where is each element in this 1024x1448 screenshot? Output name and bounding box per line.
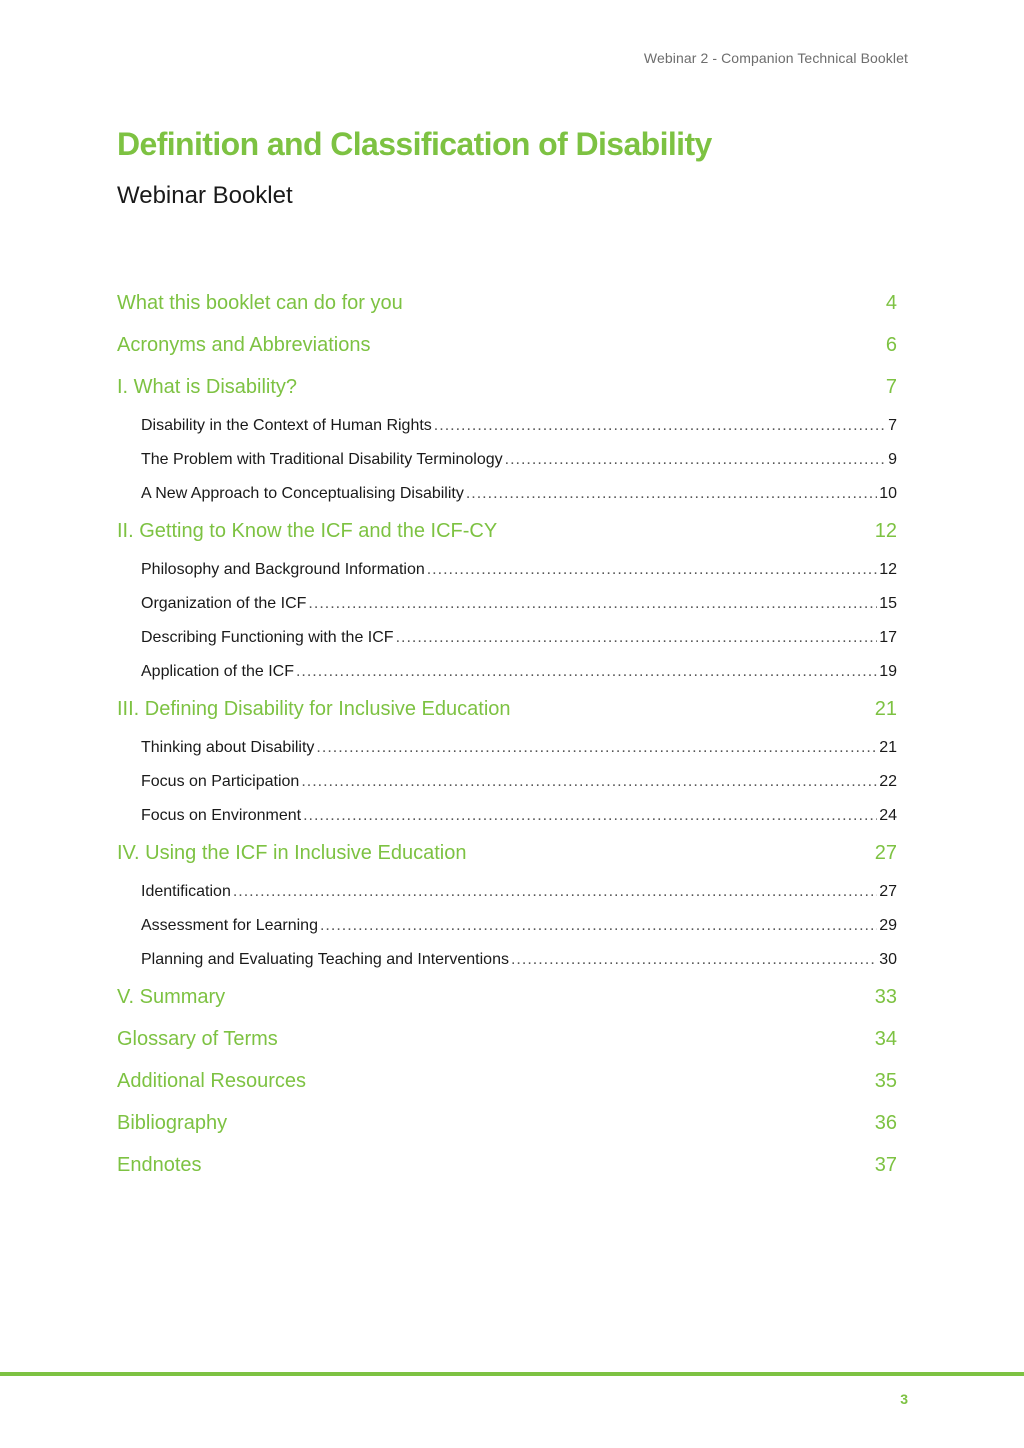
- dot-leader: [301, 768, 877, 796]
- dot-leader: [466, 480, 877, 508]
- toc-subentry-label: Planning and Evaluating Teaching and Interventions: [141, 951, 509, 968]
- toc-subentry-label: Organization of the ICF: [141, 595, 307, 612]
- toc-subentry-page: 15: [879, 595, 897, 612]
- toc-section-page: 27: [874, 842, 897, 864]
- toc-subentry-label: Disability in the Context of Human Rights: [141, 417, 432, 434]
- toc-subentry[interactable]: [117, 734, 897, 768]
- toc-entry-label: What this booklet can do for you: [117, 292, 403, 314]
- toc-entry-endnotes[interactable]: [117, 1148, 897, 1190]
- dot-leader: [427, 556, 877, 584]
- toc-subentry-page: 9: [888, 451, 897, 468]
- toc-subentry[interactable]: [117, 946, 897, 980]
- toc-subentry[interactable]: [117, 658, 897, 692]
- toc-subentry-page: 17: [879, 629, 897, 646]
- toc-subentry-page: 24: [879, 807, 897, 824]
- toc-subentry[interactable]: [117, 480, 897, 514]
- toc-subentry-page: 29: [879, 917, 897, 934]
- toc-section-label: II. Getting to Know the ICF and the ICF-CY: [117, 520, 498, 542]
- toc-subentry[interactable]: [117, 912, 897, 946]
- toc-subentry-label: Describing Functioning with the ICF: [141, 629, 394, 646]
- dot-leader: [308, 590, 877, 618]
- toc-section-2[interactable]: [117, 514, 897, 556]
- toc-section-4[interactable]: [117, 836, 897, 878]
- toc-entry-label: Endnotes: [117, 1154, 202, 1176]
- toc-subentry-page: 10: [879, 485, 897, 502]
- toc-subentry-label: The Problem with Traditional Disability Terminology: [141, 451, 503, 468]
- toc-entry-page: 6: [885, 334, 897, 356]
- toc-subentry[interactable]: [117, 556, 897, 590]
- toc-subentry-label: Application of the ICF: [141, 663, 294, 680]
- toc-entry-summary[interactable]: [117, 980, 897, 1022]
- toc-section-page: 21: [874, 698, 897, 720]
- dot-leader: [296, 658, 877, 686]
- toc-subentry-page: 12: [879, 561, 897, 578]
- toc-entry-additional-resources[interactable]: [117, 1064, 897, 1106]
- dot-leader: [316, 734, 877, 762]
- toc-entry-glossary[interactable]: [117, 1022, 897, 1064]
- toc-entry-what-this-booklet[interactable]: [117, 286, 897, 328]
- toc-subentry-label: A New Approach to Conceptualising Disability: [141, 485, 464, 502]
- dot-leader: [303, 802, 877, 830]
- toc-subentry-page: 22: [879, 773, 897, 790]
- toc-subentry-page: 21: [879, 739, 897, 756]
- footer-divider: [0, 1372, 1024, 1376]
- table-of-contents: [117, 286, 897, 1190]
- toc-subentry[interactable]: [117, 412, 897, 446]
- toc-section-page: 7: [885, 376, 897, 398]
- toc-entry-page: 33: [874, 986, 897, 1008]
- toc-subentry-label: Philosophy and Background Information: [141, 561, 425, 578]
- toc-entry-page: 37: [874, 1154, 897, 1176]
- toc-subentry[interactable]: [117, 768, 897, 802]
- toc-subentry-label: Focus on Environment: [141, 807, 302, 824]
- toc-entry-label: Acronyms and Abbreviations: [117, 334, 371, 356]
- toc-subentry-page: 19: [879, 663, 897, 680]
- toc-subentry-page: 7: [888, 417, 897, 434]
- toc-entry-label: Glossary of Terms: [117, 1028, 278, 1050]
- toc-subentry-label: Focus on Participation: [141, 773, 300, 790]
- dot-leader: [320, 912, 877, 940]
- toc-section-page: 12: [874, 520, 897, 542]
- dot-leader: [396, 624, 878, 652]
- toc-subentry[interactable]: [117, 624, 897, 658]
- toc-entry-bibliography[interactable]: [117, 1106, 897, 1148]
- toc-entry-page: 36: [874, 1112, 897, 1134]
- toc-entry-page: 35: [874, 1070, 897, 1092]
- toc-subentry[interactable]: [117, 446, 897, 480]
- toc-subentry-label: Assessment for Learning: [141, 917, 318, 934]
- toc-section-label: III. Defining Disability for Inclusive Education: [117, 698, 511, 720]
- toc-entry-label: Additional Resources: [117, 1070, 306, 1092]
- toc-entry-page: 34: [874, 1028, 897, 1050]
- toc-entry-label: Bibliography: [117, 1112, 228, 1134]
- page-number: 3: [900, 1391, 908, 1407]
- toc-section-label: IV. Using the ICF in Inclusive Education: [117, 842, 467, 864]
- dot-leader: [505, 446, 886, 474]
- toc-subentry-page: 30: [879, 951, 897, 968]
- toc-subentry-label: Identification: [141, 883, 231, 900]
- running-header: Webinar 2 - Companion Technical Booklet: [643, 50, 908, 66]
- toc-section-3[interactable]: [117, 692, 897, 734]
- toc-subentry[interactable]: [117, 878, 897, 912]
- toc-entry-acronyms[interactable]: [117, 328, 897, 370]
- toc-section-1[interactable]: [117, 370, 897, 412]
- toc-entry-label: V. Summary: [117, 986, 226, 1008]
- dot-leader: [511, 946, 877, 974]
- toc-section-label: I. What is Disability?: [117, 376, 298, 398]
- toc-subentry[interactable]: [117, 802, 897, 836]
- toc-subentry-page: 27: [879, 883, 897, 900]
- dot-leader: [434, 412, 886, 440]
- document-subtitle: Webinar Booklet: [117, 182, 293, 209]
- toc-subentry[interactable]: [117, 590, 897, 624]
- dot-leader: [233, 878, 877, 906]
- toc-subentry-label: Thinking about Disability: [141, 739, 315, 756]
- document-title: Definition and Classification of Disability: [117, 126, 712, 162]
- toc-entry-page: 4: [885, 292, 897, 314]
